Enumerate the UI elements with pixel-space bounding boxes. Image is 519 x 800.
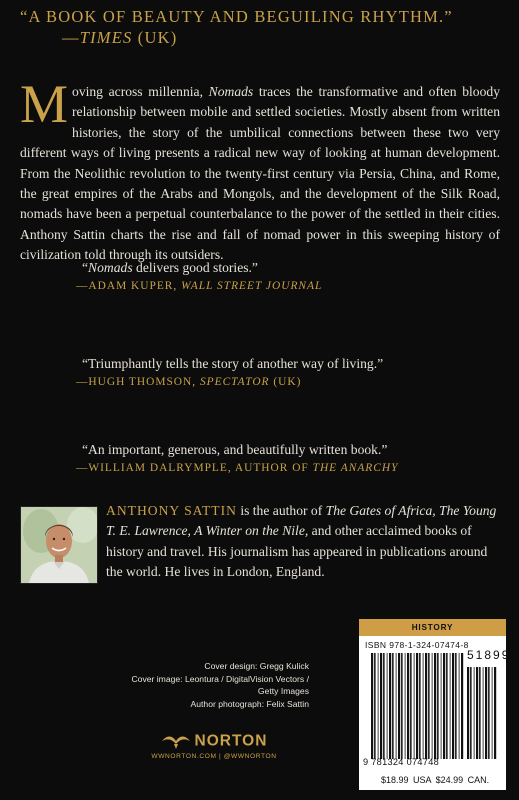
category-band: HISTORY xyxy=(359,619,506,636)
seagull-icon xyxy=(161,732,191,750)
book-title-inline: Nomads xyxy=(208,84,254,99)
publisher-urls: WWNORTON.COM | @WWNORTON xyxy=(151,753,277,761)
author-name: ANTHONY SATTIN xyxy=(106,503,237,518)
publisher-logo xyxy=(119,732,309,760)
review-quote: “An important, generous, and beautifully written book.” —WILLIAM DALRYMPLE, AUTHOR OF THE ANARCHY xyxy=(82,441,502,477)
price-line xyxy=(381,775,489,785)
author-bio: ANTHONY SATTIN is the author of The Gates of Africa, The Young T. E. Lawrence, A Winter on the Nile, and other acclaimed books of history and travel. His journalism has appeared in publications around the world. He lives in London, England. xyxy=(106,503,497,580)
pull-quote-text: “A BOOK OF BEAUTY AND BEGUILING RHYTHM.” xyxy=(20,7,453,26)
isbn-text: ISBN 978-1-324-07474-8 xyxy=(365,640,469,650)
barcode-box xyxy=(359,619,511,790)
credit-line: Cover design: Gregg Kulick xyxy=(204,661,309,671)
book-description: Moving across millennia, Nomads traces the transformative and often bloody relationship between mobile and settled societies. Mostly absent from written histories, the story of the umbilical connections between these two very different ways of living presents a radical new way of looking at human development. From the Neolithic revolution to the twenty-first century via Persia, China, and Rome, the great empires of the Arabs and Mongols, and the development of the Silk Road, nomads have been a perpetual counterbalance to the power of the settled in their cities. Anthony Sattin charts the rise and fall of nomad power in this sweeping history of civilization told through its outsiders. xyxy=(20,74,500,263)
price-usa: $18.99 USA xyxy=(381,775,432,785)
pull-quote-source: TIMES xyxy=(79,28,133,47)
review-quote: “Triumphantly tells the story of another way of living.” —HUGH THOMSON, SPECTATOR (UK) xyxy=(82,355,502,391)
price-can: $24.99 CAN. xyxy=(435,775,490,785)
review-attribution: —ADAM KUPER, WALL STREET JOURNAL xyxy=(76,280,323,292)
publisher-name: NORTON xyxy=(194,732,268,750)
barcode-digits: 9 781324 074748 xyxy=(363,757,440,767)
review-quote: “Nomads delivers good stories.” —ADAM KUPER, WALL STREET JOURNAL xyxy=(82,259,502,295)
credit-line: Cover image: Leontura / DigitalVision Vectors / xyxy=(131,673,309,684)
pull-quote-attribution: —TIMES (UK) xyxy=(62,28,178,47)
author-photo xyxy=(20,506,98,584)
price-code: 51899 xyxy=(467,648,511,662)
credit-line: Author photograph: Felix Sattin xyxy=(190,698,309,709)
cover-credits xyxy=(119,660,309,710)
drop-cap: M xyxy=(20,74,69,134)
author-books: The Gates of Africa, The Young T. E. Lawrence, A Winter on the Nile, xyxy=(106,503,497,539)
review-attribution: —HUGH THOMSON, SPECTATOR (UK) xyxy=(76,376,302,388)
credit-line: Getty Images xyxy=(257,686,309,696)
review-attribution: —WILLIAM DALRYMPLE, AUTHOR OF THE ANARCHY xyxy=(76,462,399,474)
pull-quote xyxy=(20,6,500,48)
